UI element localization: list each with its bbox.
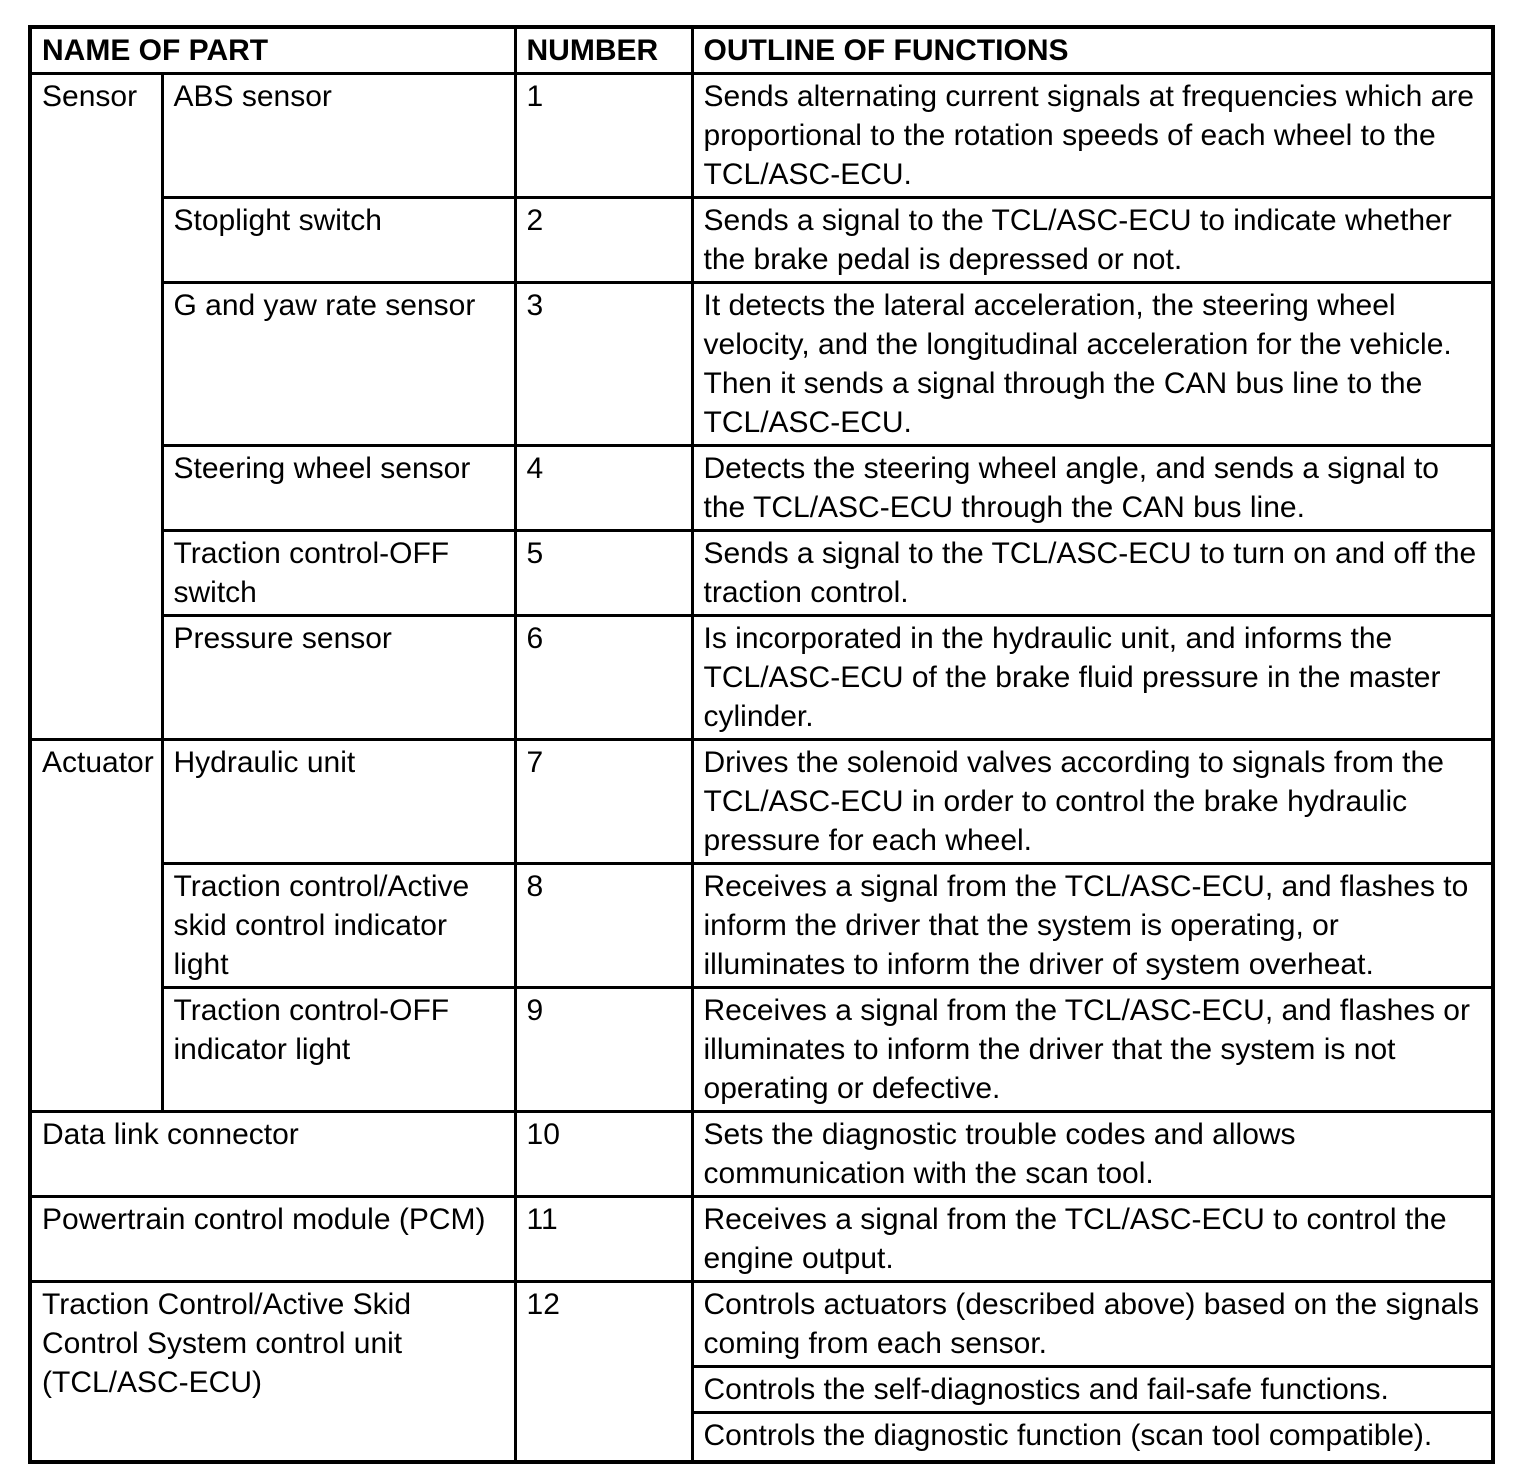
table-row-steering-wheel-sensor	[30, 446, 1493, 531]
col-header-name-of-part: NAME OF PART	[30, 27, 515, 74]
function-cell: Controls the diagnostic function (scan tool compatible).	[692, 1413, 1493, 1462]
function-cell: It detects the lateral acceleration, the steering wheel velocity, and the longitudinal acceleration for the vehicle. Then it sends a signal through the CAN bus line to the TCL/ASC-ECU.	[692, 283, 1493, 446]
part-name-cell: G and yaw rate sensor	[162, 283, 515, 446]
part-number-cell: 12	[515, 1282, 692, 1462]
part-name-cell: Traction Control/Active Skid Control System control unit (TCL/ASC-ECU)	[30, 1282, 515, 1462]
parts-functions-table	[28, 25, 1495, 1464]
function-cell: Detects the steering wheel angle, and sends a signal to the TCL/ASC-ECU through the CAN bus line.	[692, 446, 1493, 531]
table-row-traction-control-off-switch	[30, 531, 1493, 616]
col-header-number: NUMBER	[515, 27, 692, 74]
part-name-cell: Steering wheel sensor	[162, 446, 515, 531]
part-number-cell: 1	[515, 74, 692, 198]
function-cell: Receives a signal from the TCL/ASC-ECU, and flashes to inform the driver that the system is operating, or illuminates to inform the driver of system overheat.	[692, 864, 1493, 988]
part-name-cell: Traction control-OFF switch	[162, 531, 515, 616]
col-header-outline: OUTLINE OF FUNCTIONS	[692, 27, 1493, 74]
table-row-g-yaw-rate-sensor	[30, 283, 1493, 446]
part-number-cell: 11	[515, 1197, 692, 1282]
part-number-cell: 3	[515, 283, 692, 446]
function-cell: Sends alternating current signals at frequencies which are proportional to the rotation speeds of each wheel to the TCL/ASC-ECU.	[692, 74, 1493, 198]
function-cell: Sends a signal to the TCL/ASC-ECU to indicate whether the brake pedal is depressed or not.	[692, 198, 1493, 283]
part-number-cell: 9	[515, 988, 692, 1112]
function-cell: Sets the diagnostic trouble codes and allows communication with the scan tool.	[692, 1112, 1493, 1197]
function-cell: Receives a signal from the TCL/ASC-ECU to control the engine output.	[692, 1197, 1493, 1282]
table-row-powertrain-control-module	[30, 1197, 1493, 1282]
category-cell-actuator: Actuator	[30, 740, 162, 1112]
function-cell: Drives the solenoid valves according to signals from the TCL/ASC-ECU in order to control the brake hydraulic pressure for each wheel.	[692, 740, 1493, 864]
table-row-tc-asc-indicator-light	[30, 864, 1493, 988]
part-number-cell: 6	[515, 616, 692, 740]
part-number-cell: 10	[515, 1112, 692, 1197]
part-number-cell: 2	[515, 198, 692, 283]
category-cell-sensor: Sensor	[30, 74, 162, 740]
function-cell: Controls actuators (described above) based on the signals coming from each sensor.	[692, 1282, 1493, 1367]
table-row-hydraulic-unit	[30, 740, 1493, 864]
table-row-tc-off-indicator-light	[30, 988, 1493, 1112]
header-row	[30, 27, 1493, 74]
table-row-data-link-connector	[30, 1112, 1493, 1197]
part-name-cell: Traction control-OFF indicator light	[162, 988, 515, 1112]
part-number-cell: 5	[515, 531, 692, 616]
function-cell: Is incorporated in the hydraulic unit, and informs the TCL/ASC-ECU of the brake fluid pressure in the master cylinder.	[692, 616, 1493, 740]
part-name-cell: Traction control/Active skid control indicator light	[162, 864, 515, 988]
part-number-cell: 4	[515, 446, 692, 531]
part-name-cell: Powertrain control module (PCM)	[30, 1197, 515, 1282]
part-name-cell: Pressure sensor	[162, 616, 515, 740]
table-row-pressure-sensor	[30, 616, 1493, 740]
part-number-cell: 8	[515, 864, 692, 988]
table-row-abs-sensor	[30, 74, 1493, 198]
part-number-cell: 7	[515, 740, 692, 864]
part-name-cell: Data link connector	[30, 1112, 515, 1197]
table-row-tcl-asc-ecu	[30, 1282, 1493, 1367]
table-row-stoplight-switch	[30, 198, 1493, 283]
function-cell: Receives a signal from the TCL/ASC-ECU, and flashes or illuminates to inform the driver that the system is not operating or defective.	[692, 988, 1493, 1112]
part-name-cell: Hydraulic unit	[162, 740, 515, 864]
part-name-cell: Stoplight switch	[162, 198, 515, 283]
function-cell: Sends a signal to the TCL/ASC-ECU to turn on and off the traction control.	[692, 531, 1493, 616]
part-name-cell: ABS sensor	[162, 74, 515, 198]
function-cell: Controls the self-diagnostics and fail-safe functions.	[692, 1367, 1493, 1413]
